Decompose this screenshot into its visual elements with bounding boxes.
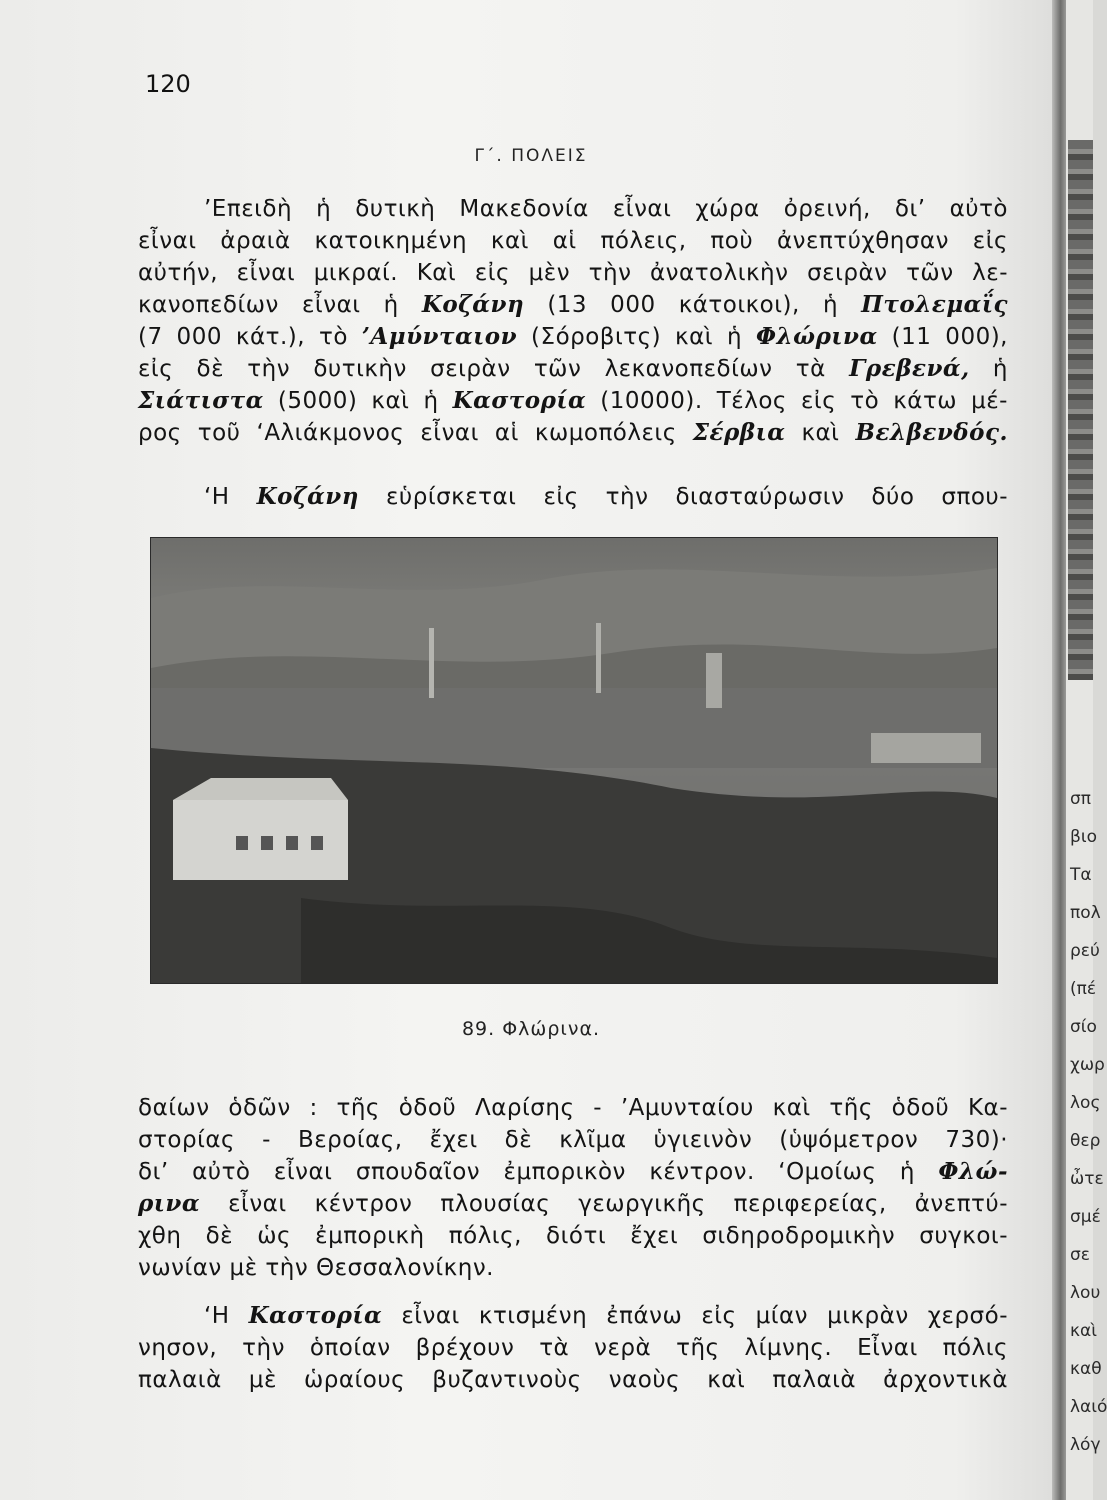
building-right	[871, 733, 981, 763]
page-number: 120	[145, 70, 191, 98]
text-line	[138, 321, 1008, 353]
section-heading: Γ΄. ΠΟΛΕΙΣ	[474, 146, 588, 166]
minaret	[596, 623, 601, 693]
text-fragment: καθ	[1070, 1359, 1102, 1379]
text-run: ‘Η	[204, 484, 257, 510]
text-line	[138, 1188, 1008, 1220]
minaret	[429, 628, 434, 698]
text-line: νωνίαν μὲ τὴν Θεσσαλονίκην.	[138, 1255, 494, 1281]
text-fragment: λος	[1070, 1093, 1101, 1113]
text-line	[138, 353, 1008, 385]
city-name-florina: Φλώρινα	[756, 323, 878, 350]
text-line: παλαιὰ μὲ ὡραίους βυζαντινοὺς ναοὺς καὶ παλαιὰ ἀρχοντικὰ	[138, 1367, 1008, 1393]
city-name-kozani: Κοζάνη	[256, 483, 359, 510]
text-line: χθη δὲ ὡς ἐμπορικὴ πόλις, διότι ἔχει σιδηροδρομικὴν συγκοι-	[138, 1223, 1008, 1249]
text-fragment: λου	[1070, 1283, 1101, 1303]
city-name-siatista: Σιάτιστα	[138, 387, 264, 414]
text-run: εὑρίσκεται εἰς τὴν διασταύρωσιν δύο σπου-	[358, 484, 1008, 510]
text-run: (11 000),	[877, 324, 1008, 350]
text-line: ’Επειδὴ ἡ δυτικὴ Μακεδονία εἶναι χώρα ὀρεινή, δι’ αὐτὸ	[204, 196, 1008, 222]
text-fragment: θερ	[1070, 1131, 1101, 1151]
text-run: εἰς δὲ τὴν δυτικὴν σειρὰν τῶν λεκανοπεδίων τὰ	[138, 356, 850, 382]
text-line	[138, 289, 1008, 321]
text-run: εἶναι κέντρον πλουσίας γεωργικῆς περιφερείας, ἀνεπτύ-	[200, 1191, 1008, 1217]
text-run: κανοπεδίων εἶναι ἡ	[138, 292, 422, 318]
text-fragment: λαιό	[1070, 1397, 1107, 1417]
facing-page-edge	[1066, 0, 1107, 1500]
text-fragment: πολ	[1070, 903, 1101, 923]
text-fragment: καὶ	[1070, 1321, 1097, 1341]
paragraph-roads	[138, 1092, 1008, 1284]
paragraph-intro	[138, 193, 1008, 449]
text-line	[138, 1156, 1008, 1188]
text-line	[138, 1300, 1008, 1332]
text-fragment: ρεύ	[1070, 941, 1100, 961]
text-fragment: χωρ	[1070, 1055, 1105, 1075]
text-fragment: (πέ	[1070, 979, 1097, 999]
facing-page-photo	[1068, 140, 1093, 680]
text-fragment: ὦτε	[1070, 1169, 1104, 1189]
text-fragment: σπ	[1070, 789, 1092, 809]
text-run: δι’ αὐτὸ εἶναι σπουδαῖον ἐμπορικὸν κέντρον. ‘Ομοίως ἡ	[138, 1159, 939, 1185]
text-run: (7 000 κάτ.), τὸ	[138, 324, 362, 350]
text-line: αὐτήν, εἶναι μικραί. Καὶ εἰς μὲν τὴν ἀνατολικὴν σειρὰν τῶν λε-	[138, 260, 1008, 286]
text-line	[138, 481, 1008, 513]
text-fragment: σίο	[1070, 1017, 1097, 1037]
photograph-florina	[150, 537, 998, 984]
paragraph-kozani	[138, 481, 1008, 513]
text-run: (10000). Τέλος εἰς τὸ κάτω μέ-	[586, 388, 1008, 414]
clock-tower	[706, 653, 722, 708]
text-fragment: λόγ	[1070, 1435, 1101, 1455]
window	[311, 836, 323, 850]
city-name-florina: ρινα	[138, 1190, 201, 1217]
figure-caption: 89. Φλώρινα.	[461, 1018, 601, 1040]
text-fragment: Τα	[1070, 865, 1092, 885]
city-name-kastoria: Καστορία	[248, 1302, 383, 1329]
text-fragment: σμέ	[1070, 1207, 1101, 1227]
photo-scene	[151, 538, 997, 983]
text-run: καὶ	[785, 420, 856, 446]
text-run: ἡ	[969, 356, 1008, 382]
text-run: (Σόροβιτς) καὶ ἡ	[517, 324, 757, 350]
text-fragment: βιο	[1070, 827, 1098, 847]
town-name-velvendos: Βελβενδός.	[855, 419, 1008, 446]
text-line: εἶναι ἀραιὰ κατοικημένη καὶ αἱ πόλεις, ποὺ ἀνεπτύχθησαν εἰς	[138, 228, 1008, 254]
facing-page-text	[1070, 780, 1107, 1464]
text-line	[138, 417, 1008, 449]
city-name-ptolemaida: Πτολεμαΐς	[861, 291, 1008, 318]
window	[261, 836, 273, 850]
text-line	[138, 385, 1008, 417]
text-line: στορίας - Βεροίας, ἔχει δὲ κλῖμα ὑγιεινὸν (ὑψόμετρον 730)·	[138, 1127, 1008, 1153]
text-run: εἶναι κτισμένη ἐπάνω εἰς μίαν μικρὰν χερσό-	[382, 1303, 1008, 1329]
town-name-servia: Σέρβια	[692, 419, 786, 446]
text-fragment: σε	[1070, 1245, 1090, 1265]
text-run: ‘Η	[204, 1303, 249, 1329]
text-run: ρος τοῦ ‘Αλιάκμονος εἶναι αἱ κωμοπόλεις	[138, 420, 693, 446]
city-name-grevena: Γρεβενά,	[849, 355, 970, 382]
book-gutter	[1052, 0, 1066, 1500]
text-run: (13 000 κάτοικοι), ἡ	[524, 292, 862, 318]
text-line: νησον, τὴν ὁποίαν βρέχουν τὰ νερὰ τῆς λίμνης. Εἶναι πόλις	[138, 1335, 1008, 1361]
window	[286, 836, 298, 850]
city-name-kozani: Κοζάνη	[421, 291, 525, 318]
city-name-florina: Φλώ-	[938, 1158, 1008, 1185]
paragraph-kastoria	[138, 1300, 1008, 1396]
text-line: δαίων ὁδῶν : τῆς ὁδοῦ Λαρίσης - ’Αμυνταίου καὶ τῆς ὁδοῦ Κα-	[138, 1095, 1008, 1121]
window	[236, 836, 248, 850]
text-run: (5000) καὶ ἡ	[263, 388, 453, 414]
city-name-kastoria: Καστορία	[452, 387, 587, 414]
city-name-amyntaio: ’Αμύνταιον	[361, 323, 518, 350]
